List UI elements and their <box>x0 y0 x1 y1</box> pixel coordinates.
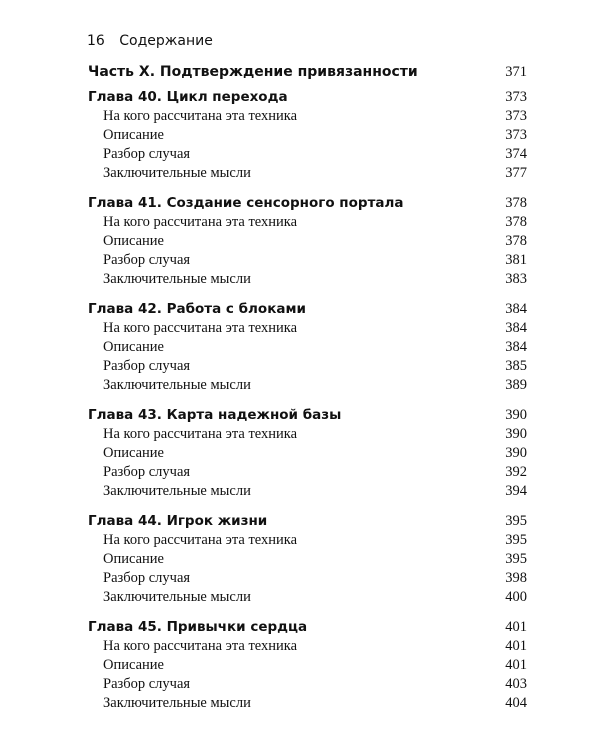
table-of-contents <box>88 62 527 713</box>
chapter-title: Глава 42. Работа с блоками <box>88 301 306 317</box>
section-title: Описание <box>103 657 164 673</box>
section-title: На кого рассчитана эта техника <box>103 638 298 654</box>
section-page-number: 398 <box>505 570 527 586</box>
toc-section-entry <box>88 145 527 164</box>
chapter-title: Глава 40. Цикл перехода <box>88 89 288 105</box>
toc-section-entry <box>88 637 527 656</box>
toc-section-entry <box>88 213 527 232</box>
toc-part-entry <box>88 62 527 83</box>
chapter-title: Глава 44. Игрок жизни <box>88 513 268 529</box>
section-title: Разбор случая <box>103 676 191 692</box>
running-header-title: Содержание <box>119 33 213 49</box>
section-title: На кого рассчитана эта техника <box>103 214 298 230</box>
part-page-number: 371 <box>505 64 527 80</box>
chapter-page-number: 401 <box>505 619 527 635</box>
chapter-page-number: 373 <box>505 89 527 105</box>
section-title: Заключительные мысли <box>103 589 251 605</box>
toc-section-entry <box>88 251 527 270</box>
section-page-number: 378 <box>505 233 527 249</box>
section-title: Разбор случая <box>103 146 191 162</box>
section-page-number: 400 <box>505 589 527 605</box>
chapter-title: Глава 41. Создание сенсорного портала <box>88 195 404 211</box>
section-title: Заключительные мысли <box>103 695 251 711</box>
toc-section-entry <box>88 232 527 251</box>
toc-section-entry <box>88 463 527 482</box>
chapter-page-number: 384 <box>505 301 527 317</box>
toc-section-entry <box>88 656 527 675</box>
section-title: На кого рассчитана эта техника <box>103 532 298 548</box>
toc-section-entry <box>88 588 527 607</box>
section-page-number: 377 <box>505 165 527 181</box>
section-page-number: 384 <box>505 320 527 336</box>
page-number: 16 <box>87 33 105 49</box>
section-page-number: 373 <box>505 127 527 143</box>
part-title: Часть X. Подтверждение привязанности <box>88 64 418 80</box>
toc-section-entry <box>88 675 527 694</box>
toc-section-entry <box>88 338 527 357</box>
section-title: Описание <box>103 551 164 567</box>
section-title: Заключительные мысли <box>103 483 251 499</box>
chapter-page-number: 390 <box>505 407 527 423</box>
toc-chapter-entry <box>88 87 527 107</box>
section-page-number: 378 <box>505 214 527 230</box>
section-page-number: 374 <box>505 146 527 162</box>
toc-chapter-entry <box>88 617 527 637</box>
toc-section-entry <box>88 569 527 588</box>
toc-chapter-entry <box>88 299 527 319</box>
toc-section-entry <box>88 270 527 289</box>
section-page-number: 403 <box>505 676 527 692</box>
chapter-page-number: 378 <box>505 195 527 211</box>
section-title: Заключительные мысли <box>103 271 251 287</box>
section-page-number: 390 <box>505 426 527 442</box>
toc-section-entry <box>88 319 527 338</box>
section-page-number: 404 <box>505 695 527 711</box>
toc-chapter-entry <box>88 193 527 213</box>
section-page-number: 385 <box>505 358 527 374</box>
toc-section-entry <box>88 357 527 376</box>
section-page-number: 394 <box>505 483 527 499</box>
section-title: Описание <box>103 127 164 143</box>
toc-section-entry <box>88 482 527 501</box>
toc-section-entry <box>88 107 527 126</box>
toc-section-entry <box>88 694 527 713</box>
section-page-number: 384 <box>505 339 527 355</box>
section-title: Разбор случая <box>103 464 191 480</box>
section-page-number: 383 <box>505 271 527 287</box>
section-title: На кого рассчитана эта техника <box>103 426 298 442</box>
chapter-title: Глава 45. Привычки сердца <box>88 619 308 635</box>
chapter-page-number: 395 <box>505 513 527 529</box>
toc-section-entry <box>88 425 527 444</box>
toc-section-entry <box>88 531 527 550</box>
toc-section-entry <box>88 444 527 463</box>
section-title: На кого рассчитана эта техника <box>103 320 298 336</box>
section-page-number: 401 <box>505 657 527 673</box>
section-page-number: 395 <box>505 532 527 548</box>
section-page-number: 373 <box>505 108 527 124</box>
toc-section-entry <box>88 126 527 145</box>
toc-chapter-entry <box>88 405 527 425</box>
toc-section-entry <box>88 164 527 183</box>
chapter-title: Глава 43. Карта надежной базы <box>88 407 342 423</box>
running-header <box>87 33 213 49</box>
section-title: Описание <box>103 445 164 461</box>
section-title: Описание <box>103 339 164 355</box>
section-title: Описание <box>103 233 164 249</box>
section-page-number: 395 <box>505 551 527 567</box>
section-page-number: 381 <box>505 252 527 268</box>
section-title: Заключительные мысли <box>103 377 251 393</box>
section-title: Разбор случая <box>103 358 191 374</box>
section-title: Разбор случая <box>103 252 191 268</box>
toc-section-entry <box>88 550 527 569</box>
toc-section-entry <box>88 376 527 395</box>
section-page-number: 390 <box>505 445 527 461</box>
section-title: Заключительные мысли <box>103 165 251 181</box>
section-page-number: 392 <box>505 464 527 480</box>
section-page-number: 389 <box>505 377 527 393</box>
toc-chapter-entry <box>88 511 527 531</box>
section-title: На кого рассчитана эта техника <box>103 108 298 124</box>
section-title: Разбор случая <box>103 570 191 586</box>
section-page-number: 401 <box>505 638 527 654</box>
